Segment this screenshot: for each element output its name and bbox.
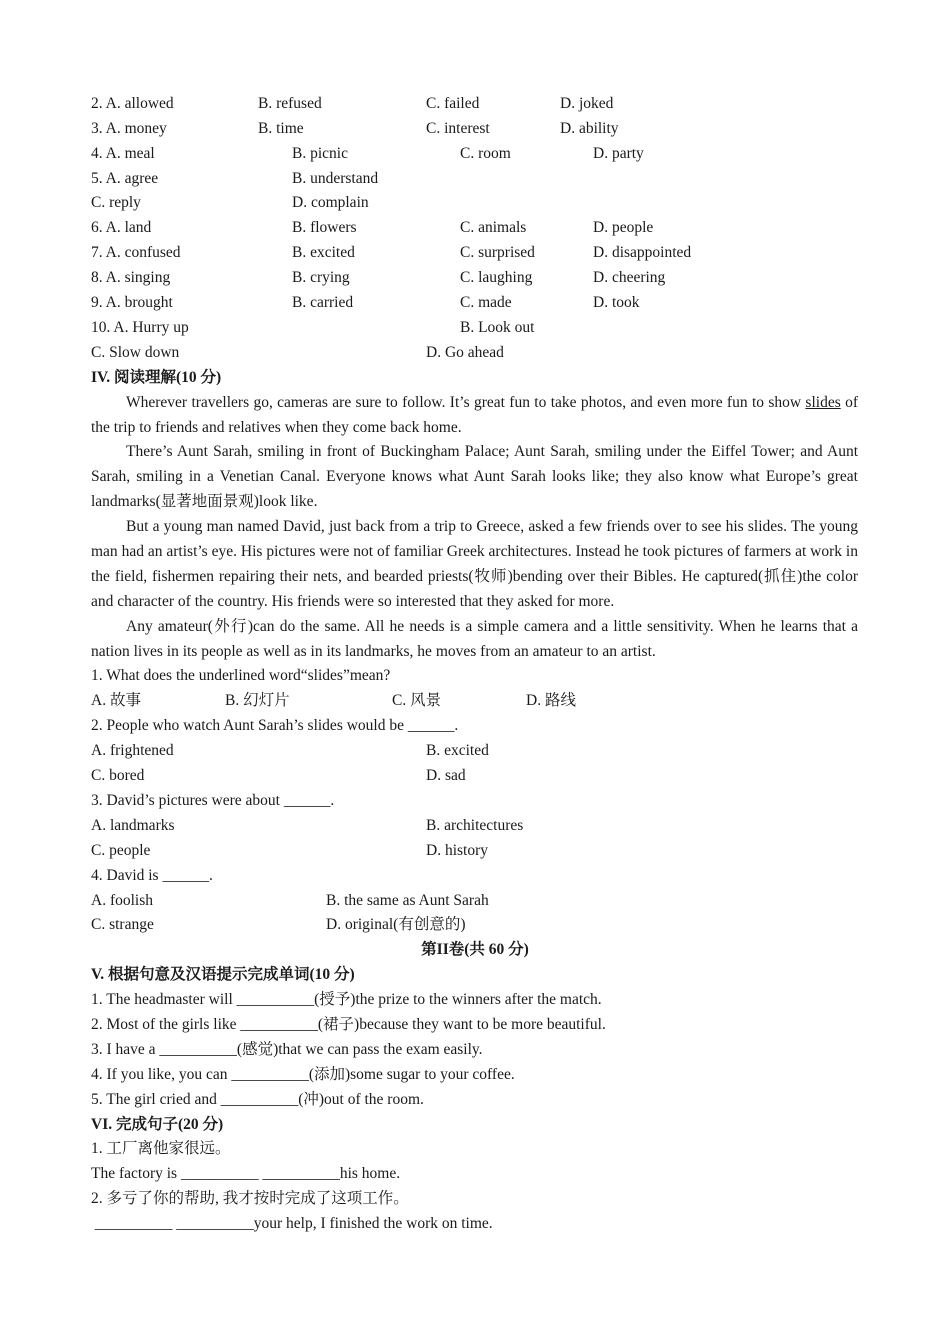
cloze-option-a: 10. A. Hurry up <box>91 319 189 336</box>
section-5-item: 5. The girl cried and __________(冲)out of the room. <box>91 1091 424 1108</box>
cloze-option-a: 7. A. confused <box>91 244 181 261</box>
cloze-option-c: C. surprised <box>460 244 535 261</box>
cloze-option-d: D. cheering <box>593 269 666 286</box>
cloze-option-c: C. laughing <box>460 269 533 286</box>
section-5-item: 1. The headmaster will __________(授予)the prize to the winners after the match. <box>91 991 602 1008</box>
question-4: 4. David is ______. <box>91 867 213 884</box>
question-2: 2. People who watch Aunt Sarah’s slides would be ______. <box>91 717 459 734</box>
section-6-item: __________ __________your help, I finished the work on time. <box>91 1215 493 1232</box>
q2-option-c: C. bored <box>91 767 145 784</box>
cloze-option-a: 3. A. money <box>91 120 167 137</box>
cloze-option-d: D. people <box>593 219 654 236</box>
cloze-option-d: D. joked <box>560 95 614 112</box>
cloze-option-a: 6. A. land <box>91 219 152 236</box>
part-2-title: 第II卷(共 60 分) <box>421 941 529 958</box>
cloze-option-b: B. carried <box>292 294 354 311</box>
q3-option-b: B. architectures <box>426 817 524 834</box>
cloze-option-b: B. refused <box>258 95 322 112</box>
section-5-item: 3. I have a __________(感觉)that we can pass the exam easily. <box>91 1041 483 1058</box>
q1-option-b: B. 幻灯片 <box>225 692 290 709</box>
passage-paragraph-3: But a young man named David, just back from a trip to Greece, asked a few friends over to see his slides. The young man had an artist’s eye. His pictures were not of familiar Greek architectures. Instead he took pictures of farmers at work in the field, fishermen repairing their nets, and bearded priests(牧师)bending over their Bibles. He captured(抓住)the color and character of the country. His friends were so interested that they asked for more. <box>91 518 858 610</box>
cloze-option-a: 8. A. singing <box>91 269 171 286</box>
q2-option-b: B. excited <box>426 742 489 759</box>
section-6-item: 2. 多亏了你的帮助, 我才按时完成了这项工作。 <box>91 1190 409 1207</box>
cloze-option-a: 5. A. agree <box>91 170 159 187</box>
cloze-option-d: D. disappointed <box>593 244 692 261</box>
section-6-item: 1. 工厂离他家很远。 <box>91 1140 231 1157</box>
cloze-option-d: D. party <box>593 145 644 162</box>
section-6-heading: VI. 完成句子(20 分) <box>91 1116 224 1133</box>
cloze-option-b: B. excited <box>292 244 355 261</box>
cloze-option-c: C. reply <box>91 194 141 211</box>
cloze-option-b: B. crying <box>292 269 350 286</box>
cloze-option-d: D. Go ahead <box>426 344 504 361</box>
passage-paragraph-4: Any amateur(外行)can do the same. All he needs is a simple camera and a little sensitivity. When he learns that a nation lives in its people as well as in its landmarks, he moves from an amateur to an artist. <box>91 618 858 660</box>
cloze-option-b: B. understand <box>292 170 379 187</box>
cloze-option-b: B. Look out <box>460 319 535 336</box>
p1-text-after: of the trip to friends and relatives when they come back home. <box>91 394 858 436</box>
section-6-item: The factory is __________ __________his home. <box>91 1165 401 1182</box>
q2-option-a: A. frightened <box>91 742 174 759</box>
cloze-option-c: C. interest <box>426 120 490 137</box>
question-3: 3. David’s pictures were about ______. <box>91 792 335 809</box>
section-5-item: 4. If you like, you can __________(添加)some sugar to your coffee. <box>91 1066 515 1083</box>
cloze-option-b: B. picnic <box>292 145 348 162</box>
underlined-word: slides <box>805 394 841 411</box>
q4-option-b: B. the same as Aunt Sarah <box>326 892 489 909</box>
q4-option-a: A. foolish <box>91 892 153 909</box>
cloze-option-a: 4. A. meal <box>91 145 155 162</box>
question-1: 1. What does the underlined word“slides”mean? <box>91 667 391 684</box>
q2-option-d: D. sad <box>426 767 466 784</box>
q1-option-d: D. 路线 <box>526 692 576 709</box>
passage-paragraph-1 <box>91 391 858 441</box>
cloze-option-b: B. time <box>258 120 304 137</box>
section-5-item: 2. Most of the girls like __________(裙子)because they want to be more beautiful. <box>91 1016 606 1033</box>
cloze-option-d: D. took <box>593 294 640 311</box>
cloze-option-a: 2. A. allowed <box>91 95 174 112</box>
q3-option-c: C. people <box>91 842 151 859</box>
cloze-option-c: C. failed <box>426 95 480 112</box>
cloze-option-c: C. room <box>460 145 511 162</box>
section-4-heading: IV. 阅读理解(10 分) <box>91 369 222 386</box>
cloze-option-c: C. animals <box>460 219 527 236</box>
passage-paragraph-2: There’s Aunt Sarah, smiling in front of Buckingham Palace; Aunt Sarah, smiling under the Eiffel Tower; and Aunt Sarah, smiling in a Venetian Canal. Everyone knows what Aunt Sarah looks like; they also know what Europe’s great landmarks(显著地面景观)look like. <box>91 443 858 510</box>
cloze-option-d: D. complain <box>292 194 369 211</box>
q4-option-d: D. original(有创意的) <box>326 916 466 933</box>
cloze-option-d: D. ability <box>560 120 619 137</box>
q1-option-a: A. 故事 <box>91 692 141 709</box>
q4-option-c: C. strange <box>91 916 154 933</box>
cloze-option-c: C. Slow down <box>91 344 180 361</box>
q3-option-a: A. landmarks <box>91 817 175 834</box>
section-5-heading: V. 根据句意及汉语提示完成单词(10 分) <box>91 966 355 983</box>
cloze-option-c: C. made <box>460 294 512 311</box>
cloze-option-b: B. flowers <box>292 219 357 236</box>
p1-text-before: Wherever travellers go, cameras are sure to follow. It’s great fun to take photos, and even more fun to show <box>126 394 806 411</box>
q1-option-c: C. 风景 <box>392 692 442 709</box>
q3-option-d: D. history <box>426 842 488 859</box>
cloze-option-a: 9. A. brought <box>91 294 173 311</box>
